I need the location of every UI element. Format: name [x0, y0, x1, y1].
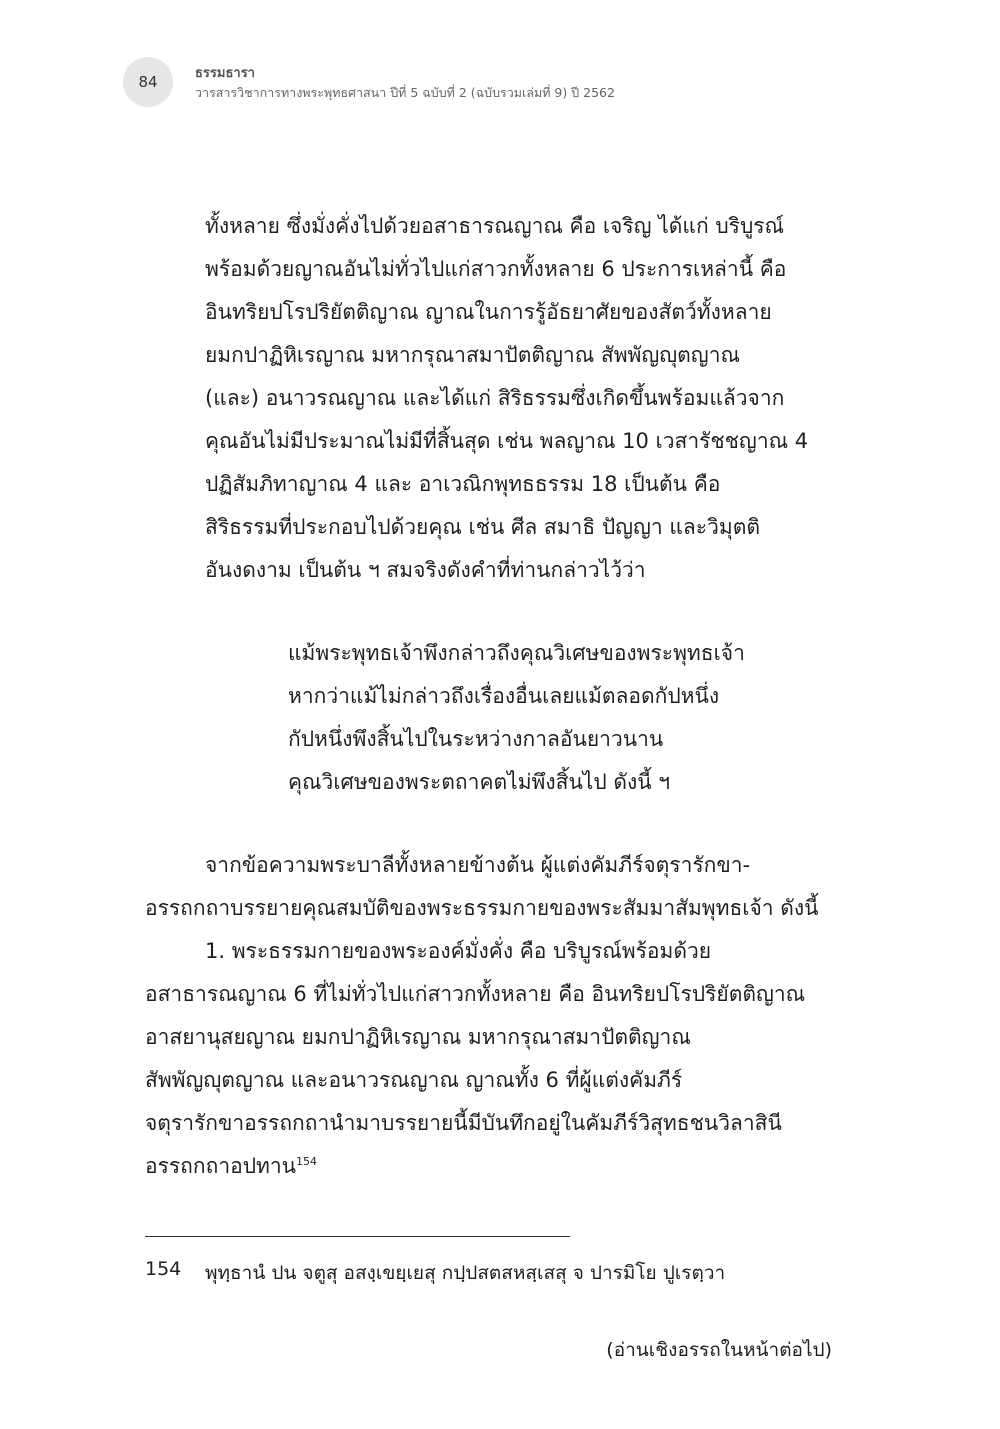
paragraph-line: (และ) อนาวรณญาณ และได้แก่ สิริธรรมซึ่งเกิดขึ้นพร้อมแล้วจาก: [205, 386, 785, 410]
journal-name: ธรรมธารา: [195, 66, 255, 81]
page-number-badge: [123, 57, 173, 107]
paragraph-line: สิริธรรมที่ประกอบไปด้วยคุณ เช่น ศีล สมาธิ ปัญญา และวิมุตติ: [205, 515, 760, 539]
paragraph-last-line: [145, 1151, 317, 1181]
journal-subtitle: วารสารวิชาการทางพระพุทธศาสนา ปีที่ 5 ฉบับที่ 2 (ฉบับรวมเล่มที่ 9) ปี 2562: [195, 85, 615, 100]
verse-line: แม้พระพุทธเจ้าพึงกล่าวถึงคุณวิเศษของพระพุทธเจ้า: [288, 641, 745, 665]
page-number: 84: [138, 73, 158, 91]
paragraph-line: อาสยานุสยญาณ ยมกปาฏิหิเรญาณ มหากรุณาสมาปัตติญาณ: [145, 1025, 691, 1049]
footnote-continued-note: (อ่านเชิงอรรถในหน้าต่อไป): [606, 1339, 832, 1361]
paragraph-line: จตุรารักขาอรรถกถานำมาบรรยายนี้มีบันทึกอยู่ในคัมภีร์วิสุทธชนวิลาสินี: [145, 1111, 782, 1135]
paragraph-line: พร้อมด้วยญาณอันไม่ทั่วไปแก่สาวกทั้งหลาย 6 ประการเหล่านี้ คือ: [205, 257, 787, 281]
paragraph-line: ยมกปาฏิหิเรญาณ มหากรุณาสมาปัตติญาณ สัพพัญญุตญาณ: [205, 343, 740, 367]
paragraph-line: 1. พระธรรมกายของพระองค์มั่งคั่ง คือ บริบูรณ์พร้อมด้วย: [205, 939, 712, 963]
paragraph-line: จากข้อความพระบาลีทั้งหลายข้างต้น ผู้แต่งคัมภีร์จตุรารักขา-: [205, 853, 751, 877]
verse-line: คุณวิเศษของพระตถาคตไม่พึงสิ้นไป ดังนี้ ฯ: [288, 770, 671, 794]
paragraph-line: สัพพัญญุตญาณ และอนาวรณญาณ ญาณทั้ง 6 ที่ผู้แต่งคัมภีร์: [145, 1068, 683, 1092]
footnote-text: พุทฺธานํ ปน จตูสุ อสงฺเขยฺเยสุ กปฺปสตสหสฺเสสุ จ ปารมิโย ปูเรตฺวา: [205, 1262, 726, 1284]
paragraph-line: ทั้งหลาย ซึ่งมั่งคั่งไปด้วยอสาธารณญาณ คือ เจริญ ได้แก่ บริบูรณ์: [205, 214, 785, 238]
verse-line: กัปหนึ่งพึงสิ้นไปในระหว่างกาลอันยาวนาน: [288, 727, 664, 751]
paragraph-line: ปฏิสัมภิทาญาณ 4 และ อาเวณิกพุทธธรรม 18 เป็นต้น คือ: [205, 472, 721, 496]
verse-line: หากว่าแม้ไม่กล่าวถึงเรื่องอื่นเลยแม้ตลอดกัปหนึ่ง: [288, 684, 720, 708]
paragraph-line: อสาธารณญาณ 6 ที่ไม่ทั่วไปแก่สาวกทั้งหลาย คือ อินทริยปโรปริยัตติญาณ: [145, 982, 806, 1006]
paragraph-line: อันงดงาม เป็นต้น ฯ สมจริงดังคำที่ท่านกล่าวไว้ว่า: [205, 558, 646, 582]
paragraph-line: คุณอันไม่มีประมาณไม่มีที่สิ้นสุด เช่น พลญาณ 10 เวสารัชชญาณ 4: [205, 429, 809, 453]
footnote-divider: [145, 1236, 570, 1237]
footnote-number: 154: [145, 1258, 182, 1280]
paragraph-line: อินทริยปโรปริยัตติญาณ ญาณในการรู้อัธยาศัยของสัตว์ทั้งหลาย: [205, 300, 772, 324]
footnote-reference[interactable]: 154: [296, 1155, 318, 1168]
paragraph-line: อรรถกถาบรรยายคุณสมบัติของพระธรรมกายของพระสัมมาสัมพุทธเจ้า ดังนี้: [145, 896, 819, 920]
paragraph-line-text: อรรถกถาอปทาน: [145, 1154, 297, 1178]
